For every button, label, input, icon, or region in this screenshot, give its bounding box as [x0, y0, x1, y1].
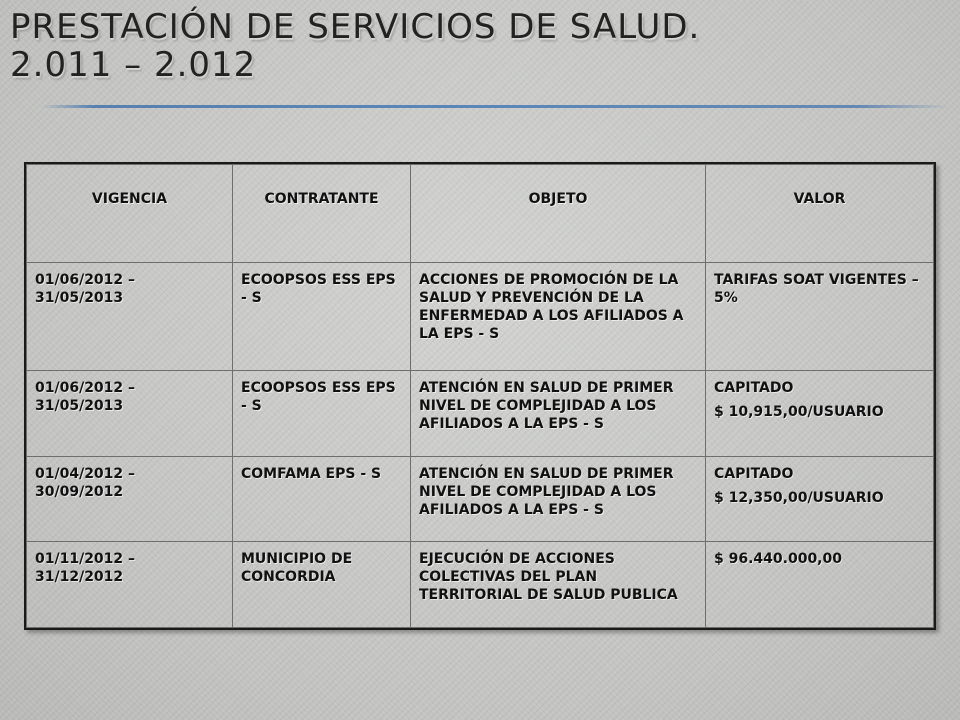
header-contratante: CONTRATANTE	[233, 165, 411, 263]
header-objeto: OBJETO	[411, 165, 706, 263]
valor-line: CAPITADO	[714, 465, 794, 482]
valor-line: $ 96.440.000,00	[714, 551, 842, 568]
cell-valor	[706, 371, 934, 457]
table-row	[27, 542, 934, 628]
table-row	[27, 456, 934, 542]
title-underline-rule	[40, 105, 950, 108]
valor-line: $ 10,915,00/USUARIO	[714, 404, 884, 420]
slide-title-line-1: PRESTACIÓN DE SERVICIOS DE SALUD.	[10, 7, 701, 47]
cell-objeto: ATENCIÓN EN SALUD DE PRIMER NIVEL DE COMPLEJIDAD A LOS AFILIADOS A LA EPS - S	[411, 371, 706, 457]
cell-contratante: ECOOPSOS ESS EPS - S	[233, 371, 411, 457]
header-vigencia: VIGENCIA	[27, 165, 233, 263]
cell-vigencia: 01/06/2012 – 31/05/2013	[27, 263, 233, 371]
cell-objeto: ACCIONES DE PROMOCIÓN DE LA SALUD Y PREVENCIÓN DE LA ENFERMEDAD A LOS AFILIADOS A LA EPS - S	[411, 263, 706, 371]
header-valor: VALOR	[706, 165, 934, 263]
slide-title	[10, 8, 910, 84]
cell-vigencia: 01/11/2012 – 31/12/2012	[27, 542, 233, 628]
cell-valor	[706, 263, 934, 371]
cell-contratante: MUNICIPIO DE CONCORDIA	[233, 542, 411, 628]
table-row	[27, 371, 934, 457]
table-row	[27, 263, 934, 371]
cell-valor	[706, 456, 934, 542]
contracts-table	[26, 164, 934, 628]
valor-line: CAPITADO	[714, 380, 794, 396]
slide-title-line-2: 2.011 – 2.012	[10, 45, 257, 85]
contracts-table-frame	[24, 162, 936, 630]
cell-objeto: ATENCIÓN EN SALUD DE PRIMER NIVEL DE COMPLEJIDAD A LOS AFILIADOS A LA EPS - S	[411, 456, 706, 542]
valor-line: $ 12,350,00/USUARIO	[714, 489, 884, 506]
valor-line: TARIFAS SOAT VIGENTES – 5%	[714, 272, 919, 306]
cell-contratante: ECOOPSOS ESS EPS - S	[233, 263, 411, 371]
cell-vigencia: 01/06/2012 – 31/05/2013	[27, 371, 233, 457]
cell-objeto: EJECUCIÓN DE ACCIONES COLECTIVAS DEL PLAN TERRITORIAL DE SALUD PUBLICA	[411, 542, 706, 628]
cell-valor	[706, 542, 934, 628]
table-header-row	[27, 165, 934, 263]
cell-contratante: COMFAMA EPS - S	[233, 456, 411, 542]
cell-vigencia: 01/04/2012 – 30/09/2012	[27, 456, 233, 542]
